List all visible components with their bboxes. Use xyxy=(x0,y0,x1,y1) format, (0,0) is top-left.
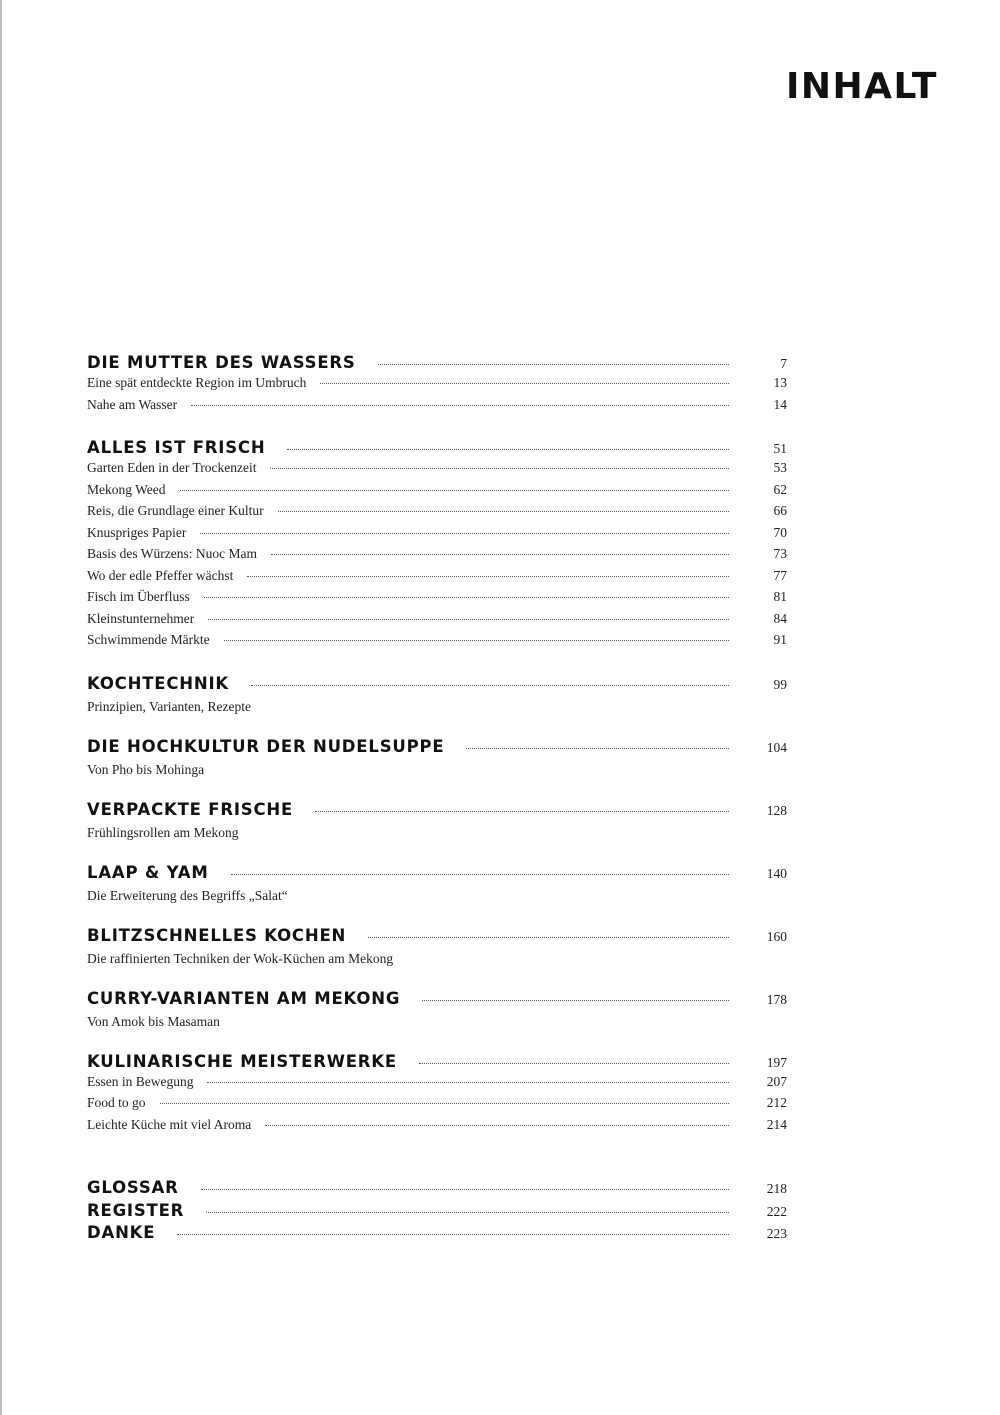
toc-subentry[interactable] xyxy=(87,632,787,654)
page-number: 13 xyxy=(773,375,787,390)
chapter-title: VERPACKTE FRISCHE xyxy=(87,799,294,819)
back-matter-title: REGISTER xyxy=(87,1200,185,1220)
chapter-subtitle: Frühlingsrollen am Mekong xyxy=(87,824,239,840)
dot-leader xyxy=(200,532,729,534)
toc-section xyxy=(87,438,787,654)
dot-leader xyxy=(265,1124,729,1126)
toc-section xyxy=(87,737,787,780)
toc-subentry[interactable] xyxy=(87,1074,787,1096)
subentry-title: Mekong Weed xyxy=(87,481,166,497)
page-number: 214 xyxy=(766,1116,787,1132)
subentry-title: Knuspriges Papier xyxy=(87,524,187,540)
toc-section xyxy=(87,926,787,969)
page-number: 84 xyxy=(773,610,787,626)
page-edge xyxy=(0,0,2,1415)
toc-chapter-entry[interactable] xyxy=(87,1052,787,1074)
dot-leader xyxy=(466,747,729,749)
toc-subentry[interactable] xyxy=(87,611,787,633)
toc-chapter-entry[interactable] xyxy=(87,863,787,885)
page-number: 62 xyxy=(773,481,787,497)
chapter-title: LAAP & YAM xyxy=(87,862,209,882)
toc-subentry[interactable] xyxy=(87,503,787,525)
dot-leader xyxy=(419,1062,729,1064)
chapter-subtitle: Die Erweiterung des Begriffs „Salat“ xyxy=(87,887,288,903)
subentry-title: Nahe am Wasser xyxy=(87,396,178,412)
dot-leader xyxy=(315,810,729,812)
toc-chapter-entry[interactable] xyxy=(87,989,787,1011)
subentry-title: Kleinstunternehmer xyxy=(87,610,195,626)
dot-leader xyxy=(208,618,729,620)
dot-leader xyxy=(278,510,729,512)
toc-section xyxy=(87,989,787,1032)
dot-leader xyxy=(422,999,729,1001)
chapter-subtitle: Von Amok bis Masaman xyxy=(87,1013,220,1029)
chapter-title: BLITZSCHNELLES KOCHEN xyxy=(87,925,347,945)
dot-leader xyxy=(320,382,729,384)
subentry-title: Garten Eden in der Trockenzeit xyxy=(87,460,257,475)
dot-leader xyxy=(368,936,729,938)
subentry-title: Eine spät entdeckte Region im Umbruch xyxy=(87,375,307,390)
page-number: 222 xyxy=(766,1203,787,1219)
toc-subentry[interactable] xyxy=(87,1095,787,1117)
page-number: 53 xyxy=(773,460,787,475)
toc-chapter-entry[interactable] xyxy=(87,737,787,759)
dot-leader xyxy=(270,467,729,469)
toc-chapter-entry[interactable] xyxy=(87,353,787,375)
toc-chapter-entry[interactable] xyxy=(87,800,787,822)
page-number: 140 xyxy=(766,865,787,881)
toc-subentry[interactable] xyxy=(87,375,787,397)
dot-leader xyxy=(224,639,729,641)
table-of-contents xyxy=(87,353,787,1246)
subentry-title: Wo der edle Pfeffer wächst xyxy=(87,567,234,583)
page-number: 218 xyxy=(766,1181,787,1196)
dot-leader xyxy=(207,1081,729,1083)
toc-subentry[interactable] xyxy=(87,397,787,419)
chapter-title: KOCHTECHNIK xyxy=(87,673,229,693)
page-number: 73 xyxy=(773,546,787,561)
page-number: 104 xyxy=(766,739,787,755)
subentry-title: Basis des Würzens: Nuoc Mam xyxy=(87,546,257,561)
toc-subentry[interactable] xyxy=(87,1117,787,1139)
chapter-title: KULINARISCHE MEISTERWERKE xyxy=(87,1051,397,1071)
toc-subentry[interactable] xyxy=(87,460,787,482)
toc-back-entry[interactable] xyxy=(87,1178,787,1201)
toc-subentry[interactable] xyxy=(87,546,787,568)
chapter-title: DIE HOCHKULTUR DER NUDELSUPPE xyxy=(87,736,445,756)
subentry-title: Food to go xyxy=(87,1095,146,1110)
page-number: 14 xyxy=(773,396,787,412)
page-number: 99 xyxy=(773,676,787,692)
toc-section xyxy=(87,1052,787,1139)
page-number: 207 xyxy=(766,1073,787,1089)
toc-subentry[interactable] xyxy=(87,482,787,504)
page-number: 7 xyxy=(780,356,787,371)
dot-leader xyxy=(201,1188,729,1190)
toc-subentry[interactable] xyxy=(87,589,787,611)
toc-section xyxy=(87,353,787,418)
dot-leader xyxy=(287,448,729,450)
back-matter-title: DANKE xyxy=(87,1223,156,1242)
toc-chapter-entry[interactable] xyxy=(87,926,787,948)
subentry-title: Fisch im Überfluss xyxy=(87,589,190,604)
page-number: 223 xyxy=(766,1226,787,1241)
toc-back-entry[interactable] xyxy=(87,1223,787,1246)
page-number: 212 xyxy=(766,1095,787,1110)
chapter-subtitle: Die raffinierten Techniken der Wok-Küchen am Mekong xyxy=(87,950,394,966)
page-number: 178 xyxy=(766,991,787,1007)
dot-leader xyxy=(378,363,729,365)
page-number: 81 xyxy=(773,589,787,604)
back-matter-title: GLOSSAR xyxy=(87,1178,179,1197)
dot-leader xyxy=(271,553,729,555)
dot-leader xyxy=(180,489,729,491)
subentry-title: Leichte Küche mit viel Aroma xyxy=(87,1116,252,1132)
chapter-title: DIE MUTTER DES WASSERS xyxy=(87,353,356,372)
dot-leader xyxy=(177,1233,729,1235)
page-title: INHALT xyxy=(785,66,938,107)
chapter-subtitle: Prinzipien, Varianten, Rezepte xyxy=(87,698,251,714)
chapter-title: CURRY-VARIANTEN AM MEKONG xyxy=(87,988,401,1008)
toc-chapter-entry[interactable] xyxy=(87,674,787,696)
toc-subentry[interactable] xyxy=(87,525,787,547)
dot-leader xyxy=(191,404,729,406)
page-number: 66 xyxy=(773,503,787,518)
toc-section xyxy=(87,800,787,843)
page-number: 91 xyxy=(773,632,787,647)
toc-chapter-entry[interactable] xyxy=(87,438,787,460)
subentry-title: Schwimmende Märkte xyxy=(87,632,210,647)
dot-leader xyxy=(231,873,729,875)
toc-section xyxy=(87,674,787,717)
toc-back-entry[interactable] xyxy=(87,1201,787,1224)
subentry-title: Essen in Bewegung xyxy=(87,1073,194,1089)
toc-subentry[interactable] xyxy=(87,568,787,590)
dot-leader xyxy=(160,1102,729,1104)
subentry-title: Reis, die Grundlage einer Kultur xyxy=(87,503,264,518)
dot-leader xyxy=(204,596,729,598)
page-number: 51 xyxy=(773,441,787,456)
page-number: 70 xyxy=(773,524,787,540)
dot-leader xyxy=(206,1211,729,1213)
page-number: 197 xyxy=(766,1054,787,1070)
page-number: 160 xyxy=(766,928,787,944)
dot-leader xyxy=(247,575,729,577)
toc-back-matter xyxy=(87,1178,787,1246)
chapter-title: ALLES IST FRISCH xyxy=(87,438,266,457)
toc-section xyxy=(87,863,787,906)
page-number: 77 xyxy=(773,567,787,583)
chapter-subtitle: Von Pho bis Mohinga xyxy=(87,761,205,777)
page-number: 128 xyxy=(766,802,787,818)
dot-leader xyxy=(251,684,729,686)
